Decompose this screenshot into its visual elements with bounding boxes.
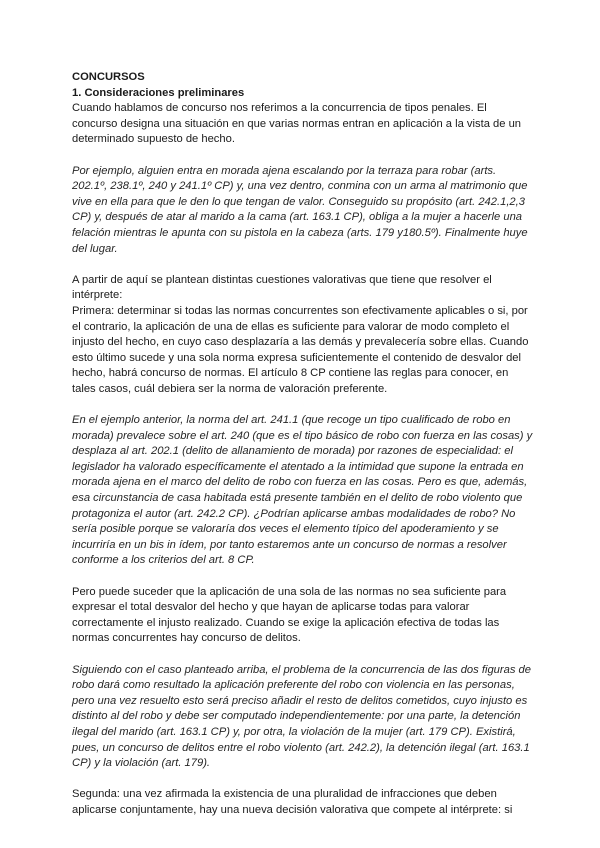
- paragraph-gap: [72, 257, 534, 273]
- concurso-delitos-paragraph: Pero puede suceder que la aplicación de una sola de las normas no sea suficiente para expresar el total desvalor del hecho y que hayan de aplicarse todas para valorar correctamente el injusto realizado. Cuando se exige la aplicación efectiva de todas las normas concurrentes hay concurso de delitos.: [72, 585, 507, 645]
- paragraph-gap: [72, 569, 534, 585]
- document-body: [72, 70, 534, 819]
- example-paragraph-2: En el ejemplo anterior, la norma del art. 241.1 (que recoge un tipo cualificado de robo en morada) prevalece sobre el art. 240 (que es el tipo básico de robo con fuerza en las cosas) y desplaza al art. 202.1 (delito de allanamiento de morada) por razones de especialidad: el legislador ha valorado específicamente el atentado a la intimidad que supone la entrada en morada ajena en el marco del delito de robo con fuerza en las cosas. Pero es que, además, esa circunstancia de casa habitada está presente también en el delito de robo violento que protagoniza el autor (art. 242.2 CP). ¿Podrían aplicarse ambas modalidades de robo? No sería posible porque se valoraría dos veces el elemento típico del apoderamiento y se incurriría en un bis in ídem, por tanto estaremos ante un concurso de normas a resolver conforme a los criterios del art. 8 CP.: [72, 414, 533, 567]
- paragraph-gap: [72, 772, 534, 788]
- document-title: CONCURSOS: [72, 71, 145, 83]
- section-heading: 1. Consideraciones preliminares: [72, 86, 245, 99]
- example-paragraph-3: Siguiendo con el caso planteado arriba, el problema de la concurrencia de las dos figuras de robo dará como resultado la aplicación preferente del robo con violencia en las personas, pero una vez resuelto esto será preciso añadir el resto de delitos cometidos, cuyo injusto es distinto al del robo y debe ser computado independientemente: por una parte, la detención ilegal del marido (art. 163.1 CP) y, por otra, la violación de la mujer (art. 179 CP). Existirá, pues, un concurso de delitos entre el robo violento (art. 242.2), la detención ilegal (art. 163.1 CP) y la violación (art. 179).: [72, 663, 531, 770]
- segunda-paragraph: Segunda: una vez afirmada la existencia de una pluralidad de infracciones que deben aplicarse conjuntamente, hay una nueva decisión valorativa que compete al intérprete: si: [72, 788, 513, 816]
- paragraph-gap: [72, 397, 534, 413]
- questions-intro-paragraph: A partir de aquí se plantean distintas cuestiones valorativas que tiene que resolver el intérprete:: [72, 273, 492, 302]
- intro-paragraph: Cuando hablamos de concurso nos referimos a la concurrencia de tipos penales. El concurso designa una situación en que varias normas entran en aplicación a la vista de un determinado supuesto de hecho.: [72, 102, 522, 146]
- paragraph-gap: [72, 148, 534, 164]
- paragraph-gap: [72, 647, 534, 663]
- primera-paragraph: Primera: determinar si todas las normas concurrentes son efectivamente aplicables o si, por el contrario, la aplicación de una de ellas es suficiente para valorar de modo completo el injusto del hecho, en cuyo caso desplazaría a las demás y prevalecería sobre ellas. Cuando esto último sucede y una sola norma expresa suficientemente el contenido de desvalor del hecho, habrá concurso de normas. El artículo 8 CP contiene las reglas para conocer, en tales casos, cuál debiera ser la norma de valoración preferente.: [72, 304, 529, 395]
- example-paragraph-1: Por ejemplo, alguien entra en morada ajena escalando por la terraza para robar (arts. 202.1º, 238.1º, 240 y 241.1º CP) y, una vez dentro, conmina con un arma al matrimonio que vive en ella para que le den lo que tengan de valor. Conseguido su propósito (art. 242.1,2,3 CP) y, después de atar al marido a la cama (art. 163.1 CP), obliga a la mujer a hacerle una felación mientras le apunta con su pistola en la cabeza (arts. 179 y180.5º). Finalmente huye del lugar.: [72, 164, 528, 255]
